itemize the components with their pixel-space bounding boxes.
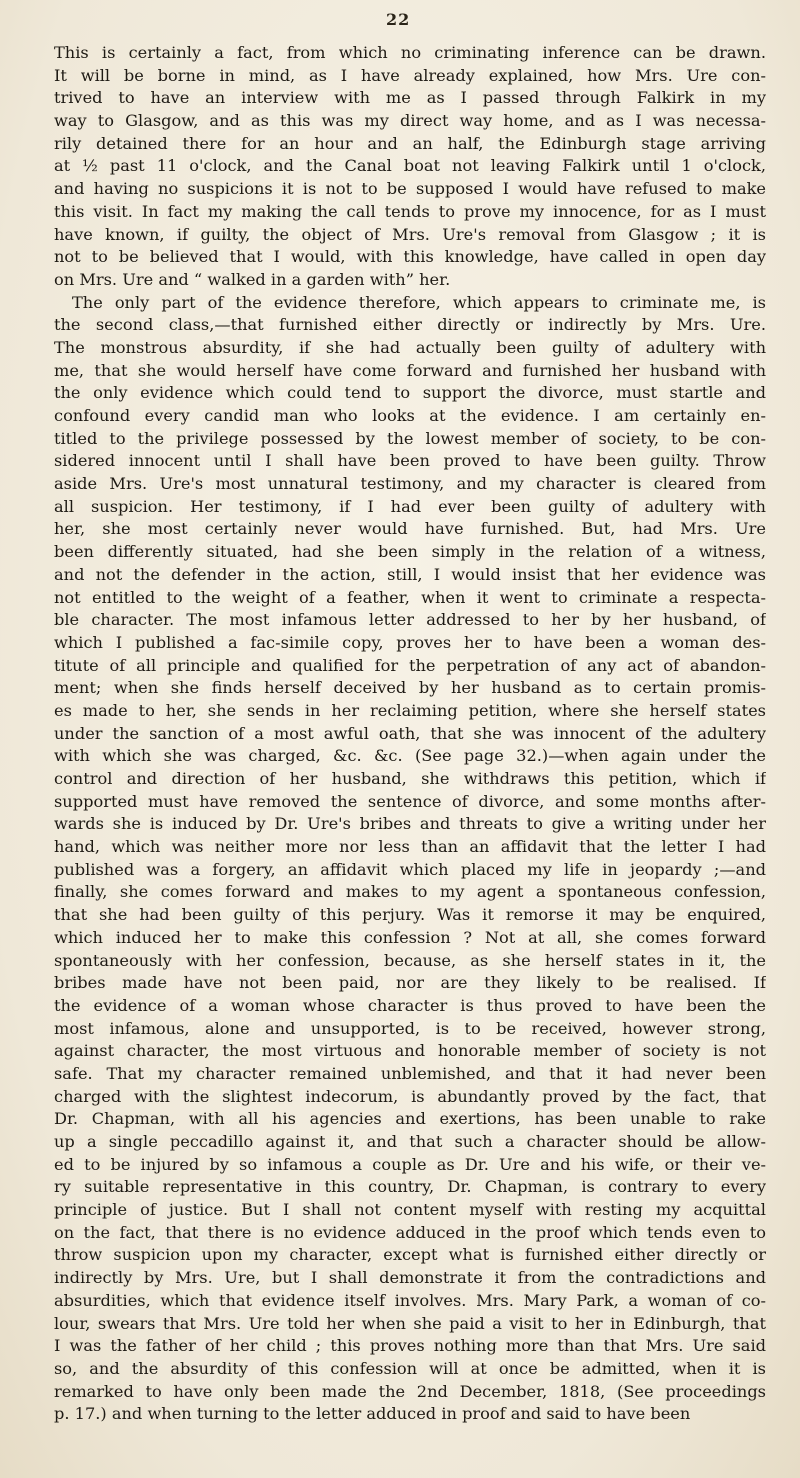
text-line: her, she most certainly never would have furnished. But, had Mrs. Ure	[54, 519, 766, 539]
text-line: absurdities, which that evidence itself involves. Mrs. Mary Park, a woman of co-	[54, 1290, 766, 1310]
text-line: published was a forgery, an affidavit which placed my life in jeopardy ;—and	[54, 859, 766, 879]
text-line: all suspicion. Her testimony, if I had ever been guilty of adultery with	[54, 496, 766, 516]
text-line: trived to have an interview with me as I passed through Falkirk in my	[54, 88, 766, 108]
text-line: on the fact, that there is no evidence adduced in the proof which tends even to	[54, 1222, 766, 1242]
text-line: titute of all principle and qualified for the perpetration of any act of abandon-	[54, 655, 766, 675]
text-line: the only evidence which could tend to support the divorce, must startle and	[54, 383, 766, 403]
text-line: charged with the slightest indecorum, is abundantly proved by the fact, that	[54, 1086, 766, 1106]
text-line: supported must have removed the sentence of divorce, and some months after-	[54, 791, 766, 811]
text-line: sidered innocent until I shall have been proved to have been guilty. Throw	[54, 451, 766, 471]
text-line: remarked to have only been made the 2nd December, 1818, (See proceedings	[54, 1381, 766, 1401]
text-line: indirectly by Mrs. Ure, but I shall demonstrate it from the contradictions and	[54, 1268, 766, 1288]
page-number: 22	[386, 10, 411, 29]
text-line: which I published a fac-simile copy, proves her to have been a woman des-	[54, 632, 766, 652]
text-line: ble character. The most infamous letter addressed to her by her husband, of	[54, 610, 766, 630]
text-line: not entitled to the weight of a feather, when it went to criminate a respecta-	[54, 587, 766, 607]
text-line: bribes made have not been paid, nor are they likely to be realised. If	[54, 973, 766, 993]
text-line: been differently situated, had she been simply in the relation of a witness,	[54, 542, 766, 562]
body-text	[54, 42, 766, 1426]
text-line: on Mrs. Ure and “ walked in a garden with” her.	[54, 269, 451, 289]
text-line: p. 17.) and when turning to the letter adduced in proof and said to have been	[54, 1404, 691, 1424]
text-line: at ½ past 11 o'clock, and the Canal boat not leaving Falkirk until 1 o'clock,	[54, 156, 766, 176]
text-line: aside Mrs. Ure's most unnatural testimony, and my character is cleared from	[54, 474, 766, 494]
text-line: I was the father of her child ; this proves nothing more than that Mrs. Ure said	[54, 1336, 766, 1356]
text-line: and having no suspicions it is not to be supposed I would have refused to make	[54, 179, 766, 199]
text-line: the second class,—that furnished either directly or indirectly by Mrs. Ure.	[54, 315, 766, 335]
text-line: Dr. Chapman, with all his agencies and exertions, has been unable to rake	[54, 1109, 766, 1129]
text-line: that she had been guilty of this perjury. Was it remorse it may be enquired,	[54, 905, 766, 925]
text-line: confound every candid man who looks at the evidence. I am certainly en-	[54, 406, 766, 425]
text-line: way to Glasgow, and as this was my direct way home, and as I was necessa-	[54, 111, 766, 131]
text-line: not to be believed that I would, with this knowledge, have called in open day	[54, 247, 766, 267]
text-line: have known, if guilty, the object of Mrs. Ure's removal from Glasgow ; it is	[54, 224, 766, 244]
text-line: titled to the privilege possessed by the lowest member of society, to be con-	[54, 428, 766, 448]
text-line: spontaneously with her confession, because, as she herself states in it, the	[54, 950, 766, 970]
text-line: the evidence of a woman whose character is thus proved to have been the	[54, 995, 766, 1015]
text-line: with which she was charged, &c. &c. (See page 32.)—when again under the	[54, 746, 766, 766]
text-line: control and direction of her husband, she withdraws this petition, which if	[54, 769, 766, 788]
text-line: and not the defender in the action, still, I would insist that her evidence was	[54, 564, 766, 584]
text-line: ry suitable representative in this country, Dr. Chapman, is contrary to every	[54, 1177, 766, 1197]
text-line: This is certainly a fact, from which no criminating inference can be drawn.	[54, 43, 766, 62]
text-line: principle of justice. But I shall not content myself with resting my acquittal	[54, 1200, 766, 1220]
text-line: It will be borne in mind, as I have already explained, how Mrs. Ure con-	[54, 65, 766, 85]
text-line: es made to her, she sends in her reclaiming petition, where she herself states	[54, 700, 766, 720]
text-line: ment; when she finds herself deceived by her husband as to certain promis-	[54, 678, 766, 698]
text-line: against character, the most virtuous and honorable member of society is not	[54, 1041, 766, 1061]
text-line: me, that she would herself have come forward and furnished her husband with	[54, 360, 766, 380]
text-line: The only part of the evidence therefore, which appears to criminate me, is	[72, 292, 766, 312]
text-line: which induced her to make this confession ? Not at all, she comes forward	[54, 927, 766, 947]
text-line: hand, which was neither more nor less than an affidavit that the letter I had	[54, 837, 766, 857]
text-line: finally, she comes forward and makes to my agent a spontaneous confession,	[54, 882, 766, 902]
text-line: ed to be injured by so infamous a couple as Dr. Ure and his wife, or their ve-	[54, 1154, 766, 1174]
text-line: this visit. In fact my making the call tends to prove my innocence, for as I must	[54, 201, 766, 221]
text-line: throw suspicion upon my character, except what is furnished either directly or	[54, 1245, 766, 1265]
text-line: safe. That my character remained unblemished, and that it had never been	[54, 1063, 766, 1083]
text-line: up a single peccadillo against it, and that such a character should be allow-	[54, 1132, 766, 1151]
text-line: rily detained there for an hour and an half, the Edinburgh stage arriving	[54, 133, 766, 153]
text-line: lour, swears that Mrs. Ure told her when she paid a visit to her in Edinburgh, that	[54, 1313, 766, 1333]
text-line: The monstrous absurdity, if she had actually been guilty of adultery with	[54, 337, 766, 357]
text-line: wards she is induced by Dr. Ure's bribes and threats to give a writing under her	[54, 814, 766, 834]
text-line: most infamous, alone and unsupported, is to be received, however strong,	[54, 1018, 766, 1038]
text-line: so, and the absurdity of this confession will at once be admitted, when it is	[54, 1358, 766, 1378]
text-line: under the sanction of a most awful oath, that she was innocent of the adultery	[54, 723, 766, 743]
